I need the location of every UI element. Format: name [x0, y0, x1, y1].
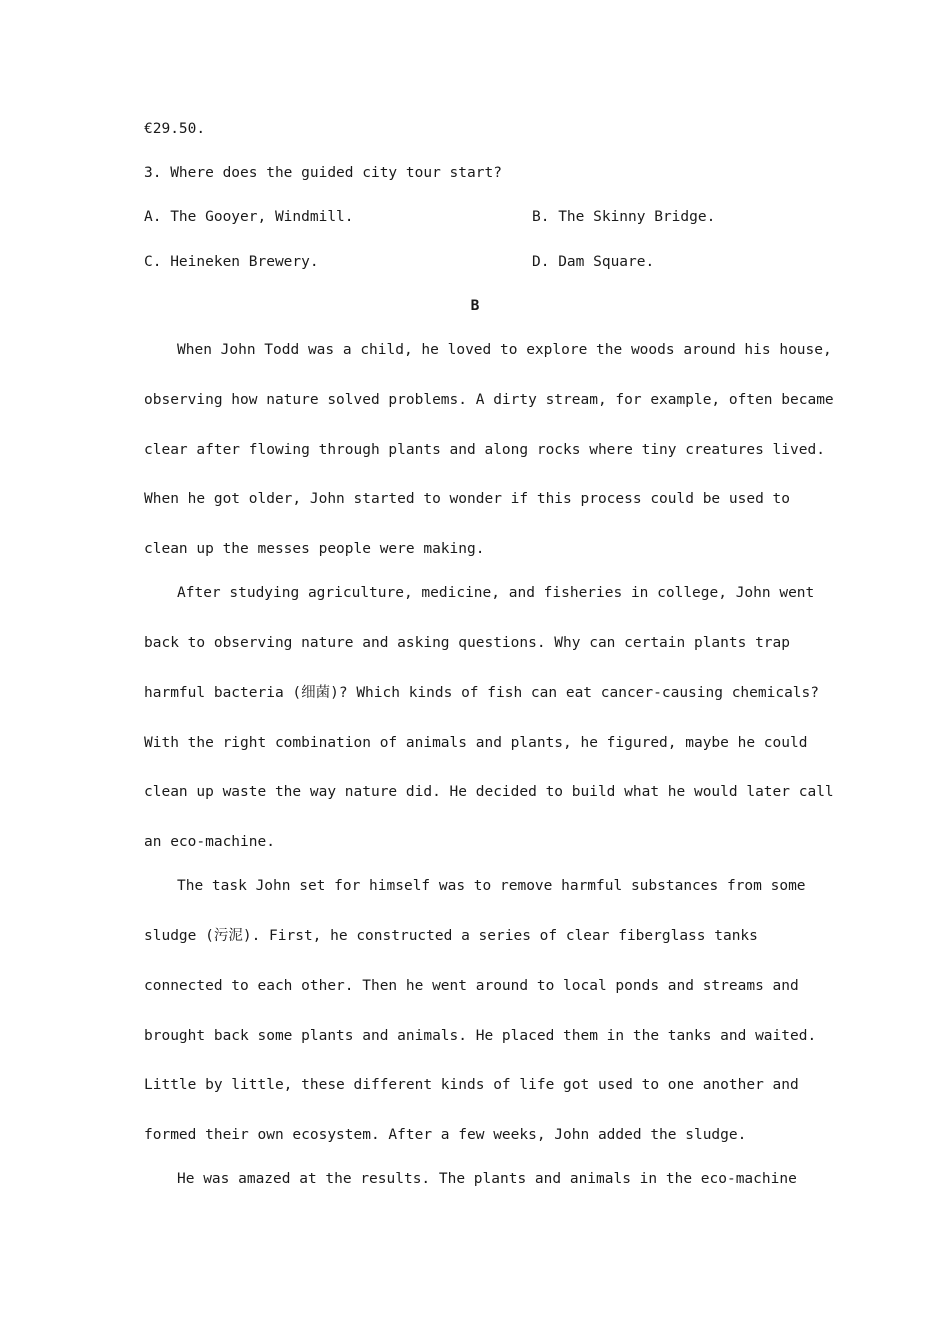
passage-line: The task John set for himself was to remove harmful substances from some	[177, 878, 806, 894]
section-heading: B	[470, 298, 480, 314]
passage-line: formed their own ecosystem. After a few weeks, John added the sludge.	[144, 1127, 747, 1143]
option-b: B. The Skinny Bridge.	[532, 209, 716, 225]
question-text: 3. Where does the guided city tour start?	[144, 165, 502, 181]
passage-line: clear after flowing through plants and along rocks where tiny creatures lived.	[144, 442, 825, 458]
passage-line: When he got older, John started to wonder if this process could be used to	[144, 491, 791, 507]
passage-line: clean up waste the way nature did. He decided to build what he would later call	[144, 784, 834, 800]
passage-line: sludge (污泥). First, he constructed a series of clear fiberglass tanks	[144, 928, 758, 944]
passage-line: When John Todd was a child, he loved to explore the woods around his house,	[177, 342, 832, 358]
passage-line: Little by little, these different kinds of life got used to one another and	[144, 1077, 799, 1093]
passage-line: clean up the messes people were making.	[144, 541, 485, 557]
passage-line: With the right combination of animals and plants, he figured, maybe he could	[144, 735, 808, 751]
passage-line: connected to each other. Then he went around to local ponds and streams and	[144, 978, 799, 994]
option-d: D. Dam Square.	[532, 254, 655, 270]
passage-line: back to observing nature and asking questions. Why can certain plants trap	[144, 635, 791, 651]
passage-line: He was amazed at the results. The plants and animals in the eco-machine	[177, 1171, 797, 1187]
passage-line: an eco-machine.	[144, 834, 275, 850]
passage-line: brought back some plants and animals. He placed them in the tanks and waited.	[144, 1028, 817, 1044]
price-line: €29.50.	[144, 121, 206, 137]
option-a: A. The Gooyer, Windmill.	[144, 209, 354, 225]
option-c: C. Heineken Brewery.	[144, 254, 319, 270]
passage-line: observing how nature solved problems. A dirty stream, for example, often became	[144, 392, 834, 408]
passage-line: After studying agriculture, medicine, and fisheries in college, John went	[177, 585, 815, 601]
passage-line: harmful bacteria (细菌)? Which kinds of fish can eat cancer-causing chemicals?	[144, 685, 820, 701]
